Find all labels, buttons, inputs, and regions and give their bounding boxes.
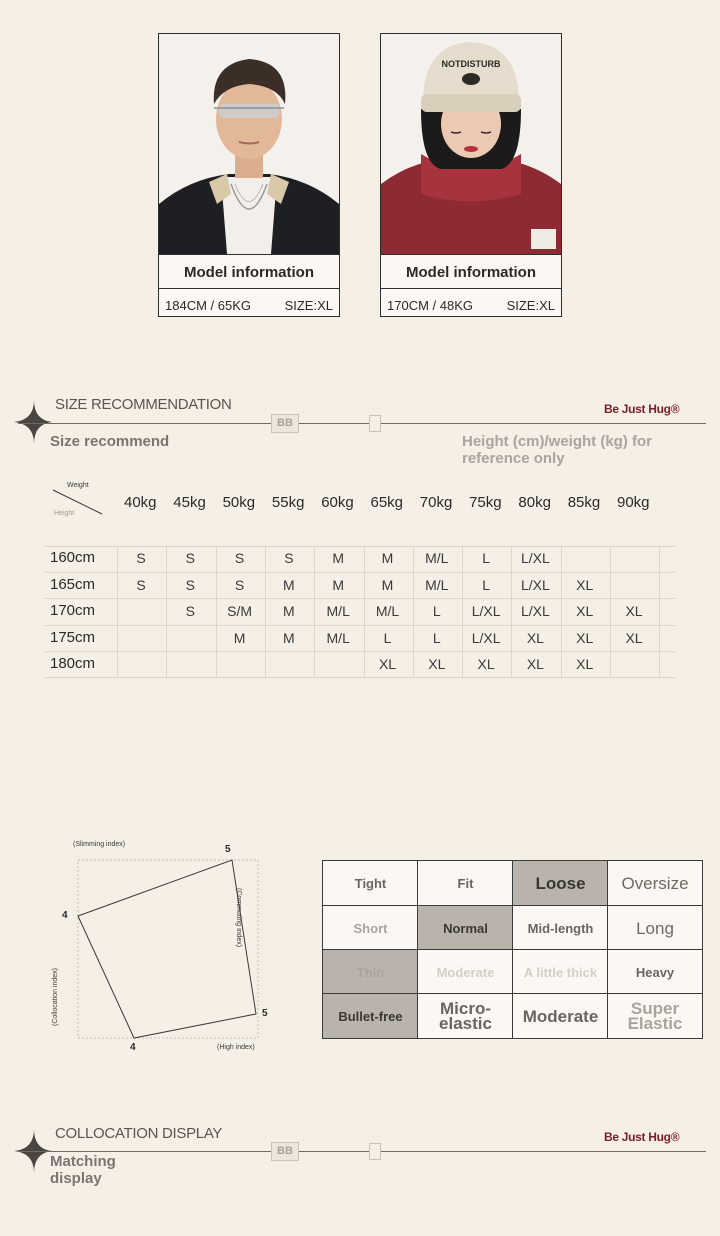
fit-cell: Normal	[417, 905, 514, 951]
size-cell: XL	[576, 576, 594, 593]
height-label: 165cm	[50, 575, 96, 593]
fit-cell: Moderate	[417, 949, 514, 995]
weight-header: 90kg	[617, 494, 650, 511]
height-label: 180cm	[50, 655, 96, 673]
size-cell: L/XL	[471, 629, 501, 646]
monogram-icon: BB	[271, 414, 299, 433]
size-cell: M/L	[425, 550, 449, 566]
weight-header: 65kg	[370, 494, 404, 511]
size-cell: XL	[625, 629, 643, 646]
model-measurements: 170CM / 48KG	[387, 298, 473, 313]
size-cell: L	[482, 576, 490, 593]
model-caption: Model information	[381, 254, 561, 289]
size-cell: L/XL	[520, 576, 550, 593]
fit-cell: Moderate	[512, 993, 609, 1039]
radar-value-right: 5	[262, 1008, 268, 1019]
weight-header: 55kg	[271, 494, 305, 511]
fit-cell: Thin	[322, 949, 419, 995]
size-cell: M	[283, 603, 295, 620]
size-cell: S	[234, 550, 245, 566]
brand-logo: Be Just Hug®	[604, 402, 680, 416]
divider	[18, 1151, 706, 1152]
size-cell: M/L	[326, 629, 350, 646]
fit-cell: Fit	[417, 860, 514, 906]
model-card-male	[158, 33, 340, 317]
corner-weight-label: Weight	[67, 482, 89, 489]
sparkle-icon	[14, 398, 54, 446]
model-size: SIZE:XL	[506, 298, 555, 313]
size-cell: M	[283, 629, 295, 646]
radar-label-left: (Collocation index)	[52, 968, 59, 1026]
fit-cell: Oversize	[607, 860, 703, 906]
size-cell: S	[234, 576, 245, 593]
model-photo-female	[381, 34, 561, 254]
tag-icon	[369, 1143, 381, 1160]
brand-logo: Be Just Hug®	[604, 1130, 680, 1144]
size-cell: XL	[576, 656, 594, 673]
size-cell: XL	[378, 656, 397, 673]
fit-cell: Heavy	[607, 949, 703, 995]
row-line	[45, 651, 675, 652]
size-cell: M	[233, 629, 246, 646]
height-label: 160cm	[50, 549, 96, 566]
tag-icon	[369, 415, 381, 432]
table-corner	[50, 478, 110, 522]
height-label: 170cm	[50, 602, 96, 620]
size-cell: M	[381, 550, 394, 566]
size-cell: XL	[576, 629, 594, 646]
beanie-text: NOTDISTURB	[441, 59, 501, 69]
radar-value-left: 4	[62, 910, 68, 921]
fit-cell: Long	[607, 905, 703, 951]
weight-header: 75kg	[469, 494, 502, 511]
fit-cell: Short	[322, 905, 419, 951]
monogram-icon: BB	[271, 1142, 299, 1161]
model-size: SIZE:XL	[284, 298, 333, 313]
size-cell: L/XL	[520, 603, 550, 620]
row-line	[45, 572, 675, 573]
weight-header: 85kg	[567, 494, 601, 511]
size-cell: L/XL	[471, 603, 501, 620]
radar-chart-plot	[50, 838, 280, 1058]
radar-label-bottom: (High index)	[217, 1044, 255, 1051]
fit-cell: Loose	[512, 860, 609, 906]
fit-cell: Mid-length	[512, 905, 609, 951]
size-cell: S	[136, 550, 146, 566]
model-caption: Model information	[159, 254, 339, 289]
size-cell: XL	[477, 656, 495, 673]
weight-header: 40kg	[124, 494, 157, 511]
section-subtitle: Size recommend	[50, 433, 170, 450]
section-title: COLLOCATION DISPLAY	[55, 1125, 223, 1142]
section-subtitle: Matching display	[50, 1153, 116, 1187]
radar-value-bottom: 4	[130, 1042, 136, 1053]
size-cell: S	[185, 603, 195, 620]
row-line	[45, 677, 675, 678]
weight-header: 45kg	[173, 494, 206, 511]
size-cell: M/L	[326, 603, 350, 620]
height-label: 175cm	[50, 628, 96, 646]
model-photo-male	[159, 34, 339, 254]
size-cell: XL	[625, 603, 643, 620]
radar-chart	[50, 838, 280, 1058]
row-line	[45, 625, 675, 626]
row-line	[45, 598, 675, 599]
reference-note: Height (cm)/weight (kg) for reference only	[462, 433, 652, 467]
size-cell: M	[332, 550, 345, 566]
corner-height-label: Height	[54, 510, 75, 517]
model-card-female	[380, 33, 562, 317]
size-cell: S	[136, 576, 146, 593]
fit-cell: Bullet-free	[322, 993, 419, 1039]
size-cell: L	[432, 629, 441, 646]
fit-cell: Micro-elastic	[417, 993, 514, 1039]
size-cell: S	[284, 550, 294, 566]
size-cell: XL	[576, 603, 594, 620]
size-cell: XL	[526, 656, 544, 673]
column-line	[659, 546, 660, 677]
radar-label-right: (Commuting index)	[235, 888, 242, 948]
size-cell: XL	[428, 656, 446, 673]
weight-header: 50kg	[222, 494, 256, 511]
section-title: SIZE RECOMMENDATION	[55, 396, 232, 413]
radar-value-top: 5	[225, 844, 231, 855]
divider	[18, 423, 706, 424]
size-cell: L	[482, 550, 490, 566]
size-cell: S	[185, 550, 195, 566]
fit-cell: A little thick	[512, 949, 609, 995]
fit-cell: Super Elastic	[607, 993, 703, 1039]
weight-header: 80kg	[518, 494, 551, 511]
size-cell: M	[381, 576, 394, 593]
size-cell: M	[283, 576, 295, 593]
size-cell: L	[432, 603, 441, 620]
weight-header: 70kg	[419, 494, 453, 511]
size-cell: M	[332, 576, 345, 593]
row-line	[45, 546, 675, 547]
radar-label-top: (Slimming index)	[73, 841, 126, 848]
fit-cell: Tight	[322, 860, 419, 906]
size-cell: XL	[526, 629, 544, 646]
size-cell: M/L	[375, 603, 400, 620]
model-measurements: 184CM / 65KG	[165, 298, 251, 313]
size-cell: S/M	[227, 603, 253, 620]
size-cell: M/L	[425, 576, 449, 593]
size-cell: S	[185, 576, 195, 593]
size-cell: L/XL	[520, 550, 550, 566]
size-cell: L	[383, 629, 392, 646]
weight-header: 60kg	[321, 494, 354, 511]
